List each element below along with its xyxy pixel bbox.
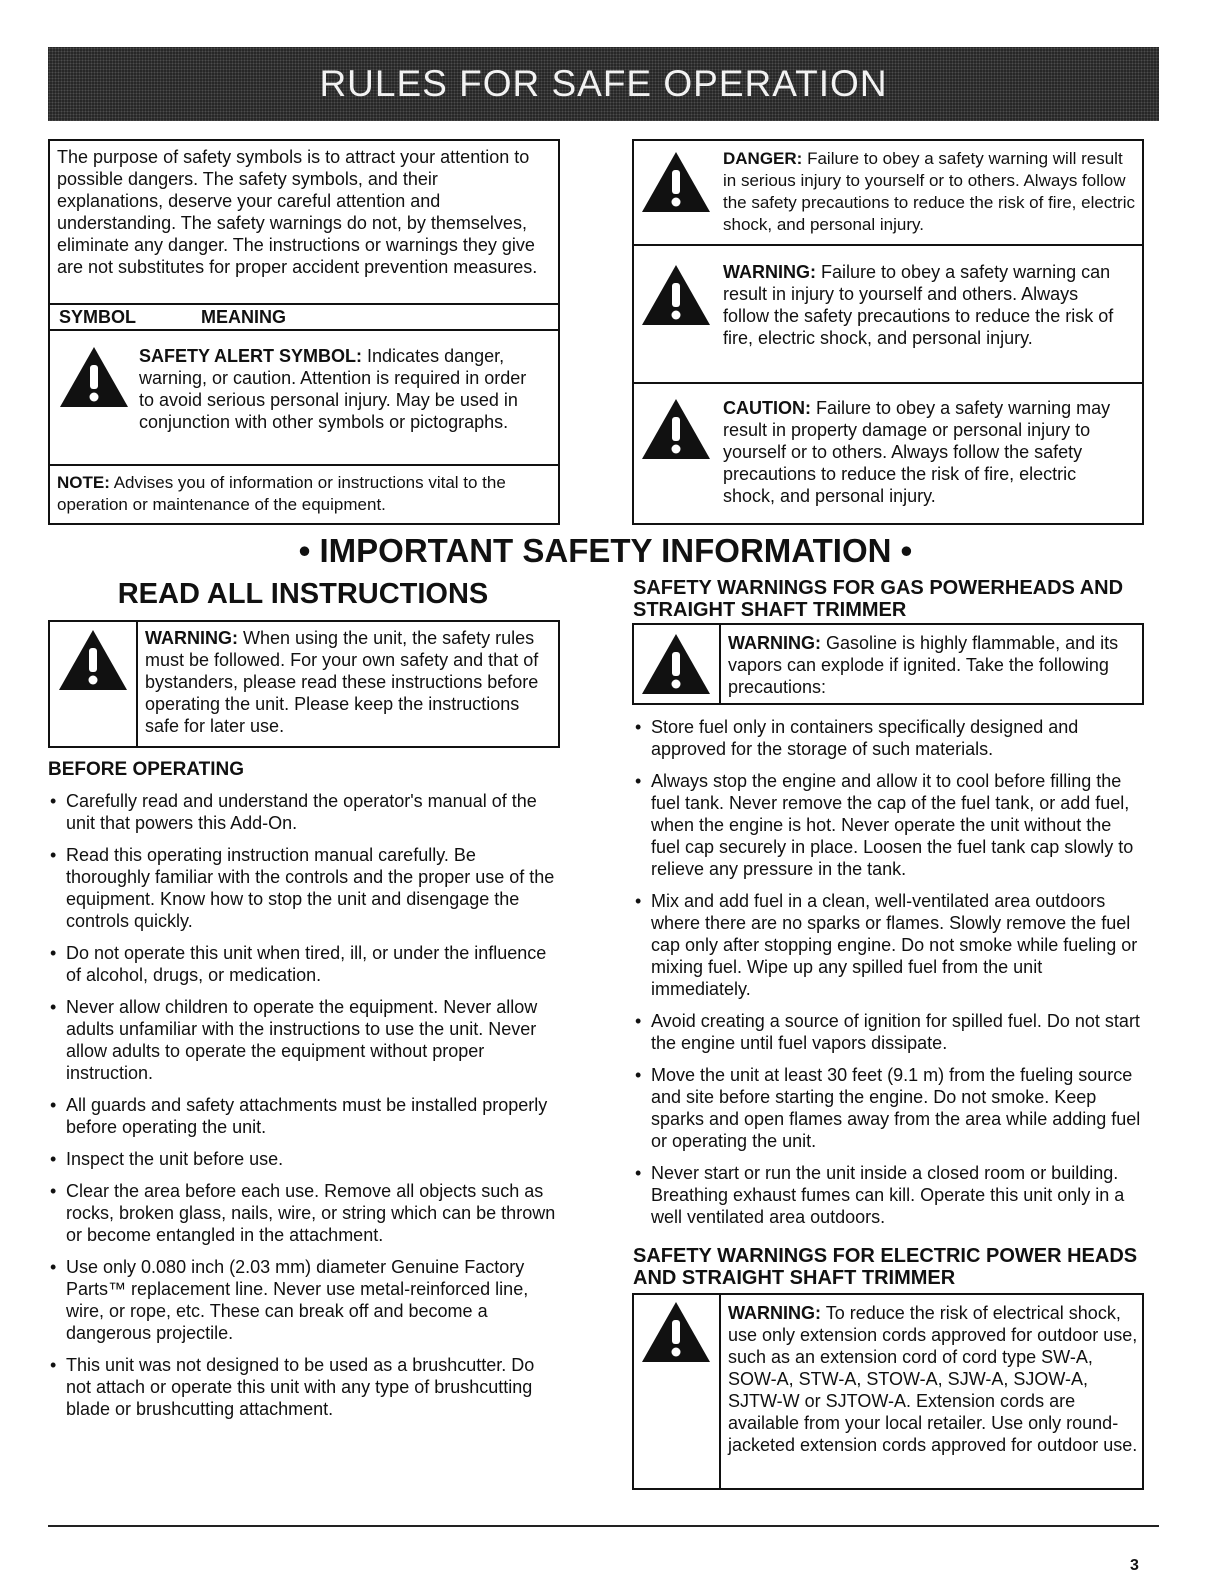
danger-icon	[640, 150, 712, 214]
warning-label: WARNING:	[728, 633, 821, 653]
warning-description	[723, 261, 1123, 349]
danger-description	[723, 148, 1139, 236]
list-item: • Read this operating instruction manual carefully. Be thoroughly familiar with the controls and the proper use of the equipment. Know how to stop the unit and disengage the controls quickly.	[48, 844, 558, 932]
caution-label: CAUTION:	[723, 398, 811, 418]
list-item: • Move the unit at least 30 feet (9.1 m) from the fueling source and site before starting the engine. Do not smoke. Keep sparks and open flames away from the area while adding fuel or operating the unit.	[633, 1064, 1145, 1152]
safety-alert-icon	[58, 345, 130, 409]
warning-icon	[57, 628, 129, 692]
danger-text: Failure to obey a safety warning will result in serious injury to yourself or to others. Always follow the safety precautions to reduce the risk of fire, electric shock, and personal injury.	[723, 149, 1135, 234]
warning-icon	[640, 632, 712, 696]
list-item: • Do not operate this unit when tired, ill, or under the influence of alcohol, drugs, or medication.	[48, 942, 558, 986]
gas-warnings-heading: SAFETY WARNINGS FOR GAS POWERHEADS AND STRAIGHT SHAFT TRIMMER	[633, 577, 1124, 621]
safety-alert-text: Indicates danger, warning, or caution. Attention is required in order to avoid serious personal injury. May be used in conjunction with other symbols or pictographs.	[139, 346, 527, 432]
note-text: Advises you of information or instructions vital to the operation or maintenance of the equipment.	[57, 473, 506, 514]
divider	[719, 1293, 721, 1490]
divider	[48, 464, 560, 466]
symbols-intro: The purpose of safety symbols is to attract your attention to possible dangers. The safety symbols, and their explanations, deserve your careful attention and understanding. The safety warnings do not, by themselves, eliminate any danger. The instructions or warnings they give are not substitutes for proper accident prevention measures.	[57, 147, 538, 277]
caution-description	[723, 397, 1123, 507]
gas-warnings-list	[633, 716, 1145, 1238]
warning-text: When using the unit, the safety rules must be followed. For your own safety and that of bystanders, please read these instructions before operating the unit. Please keep the instructions safe for later use.	[145, 628, 539, 736]
symbol-table-header	[50, 305, 558, 329]
safety-alert-label: SAFETY ALERT SYMBOL:	[139, 346, 363, 366]
read-all-instructions-heading: READ ALL INSTRUCTIONS	[117, 578, 489, 610]
caution-text: Failure to obey a safety warning may result in property damage or personal injury to yourself or to others. Always follow the safety precautions to reduce the risk of fire, electric shock, and personal injury.	[723, 398, 1111, 506]
warning-icon	[640, 1300, 712, 1364]
safety-alert-description	[139, 345, 539, 433]
electric-warning-text	[728, 1302, 1138, 1456]
read-warning-text	[145, 627, 545, 737]
gas-warning-text	[728, 632, 1138, 698]
page-title: RULES FOR SAFE OPERATION	[319, 63, 888, 104]
warning-icon	[640, 263, 712, 327]
divider	[632, 244, 1144, 246]
warning-label: WARNING:	[728, 1303, 821, 1323]
before-operating-heading: BEFORE OPERATING	[48, 759, 244, 780]
warning-text: Failure to obey a safety warning can result in injury to yourself and others. Always follow the safety precautions to reduce the risk of fire, electric shock, and personal injury.	[723, 262, 1114, 348]
symbol-column-header: SYMBOL	[59, 307, 137, 327]
footer-divider	[48, 1525, 1159, 1527]
danger-label: DANGER:	[723, 149, 803, 168]
divider	[719, 623, 721, 705]
list-item: • All guards and safety attachments must be installed properly before operating the unit.	[48, 1094, 558, 1138]
list-item: • Inspect the unit before use.	[48, 1148, 558, 1170]
list-item: • Carefully read and understand the operator's manual of the unit that powers this Add-On.	[48, 790, 558, 834]
note-description	[57, 472, 537, 516]
warning-label: WARNING:	[145, 628, 238, 648]
list-item: • Store fuel only in containers specifically designed and approved for the storage of such materials.	[633, 716, 1145, 760]
list-item: • Never start or run the unit inside a closed room or building. Breathing exhaust fumes can kill. Operate this unit only in a well ventilated area outdoors.	[633, 1162, 1145, 1228]
meaning-column-header: MEANING	[201, 307, 286, 327]
list-item: • Mix and add fuel in a clean, well-ventilated area outdoors where there are no sparks or flames. Slowly remove the fuel cap only after stopping engine. Do not smoke while fueling or mixing fuel. Wipe up any spilled fuel from the unit immediately.	[633, 890, 1145, 1000]
note-label: NOTE:	[57, 473, 110, 492]
list-item: • This unit was not designed to be used as a brushcutter. Do not attach or operate this unit with any type of brushcutting blade or brushcutting attachment.	[48, 1354, 558, 1420]
warning-label: WARNING:	[723, 262, 816, 282]
electric-warnings-heading: SAFETY WARNINGS FOR ELECTRIC POWER HEADS AND STRAIGHT SHAFT TRIMMER	[633, 1245, 1138, 1289]
list-item: • Avoid creating a source of ignition for spilled fuel. Do not start the engine until fuel vapors dissipate.	[633, 1010, 1145, 1054]
list-item: • Always stop the engine and allow it to cool before filling the fuel tank. Never remove the cap of the fuel tank, or add fuel, when the engine is hot. Never operate the unit without the fuel cap securely in place. Loosen the fuel tank cap slowly to relieve any pressure in the tank.	[633, 770, 1145, 880]
list-item: • Never allow children to operate the equipment. Never allow adults unfamiliar with the instructions to use the unit. Never allow adults to operate the equipment without proper instruction.	[48, 996, 558, 1084]
list-item: • Use only 0.080 inch (2.03 mm) diameter Genuine Factory Parts™ replacement line. Never use metal-reinforced line, wire, or rope, etc. These can break off and become a dangerous projectile.	[48, 1256, 558, 1344]
page-number: 3	[1130, 1557, 1139, 1574]
divider	[632, 382, 1144, 384]
divider	[136, 620, 138, 748]
warning-text: Gasoline is highly flammable, and its vapors can explode if ignited. Take the following precautions:	[728, 633, 1119, 697]
list-item: • Clear the area before each use. Remove all objects such as rocks, broken glass, nails, wire, or string which can be thrown or become entangled in the attachment.	[48, 1180, 558, 1246]
before-operating-list	[48, 790, 558, 1430]
header-banner	[48, 47, 1159, 121]
caution-icon	[640, 397, 712, 461]
divider	[48, 329, 560, 331]
important-safety-heading: • IMPORTANT SAFETY INFORMATION •	[298, 532, 913, 569]
warning-text: To reduce the risk of electrical shock, use only extension cords approved for outdoor use, such as an extension cord of cord type SW-A, SOW-A, STW-A, STOW-A, SJW-A, SJOW-A, SJTW-W or SJTOW-A. Extension cords are available from your local retailer. Use only round-jacketed extension cords approved for outdoor use.	[728, 1303, 1138, 1455]
